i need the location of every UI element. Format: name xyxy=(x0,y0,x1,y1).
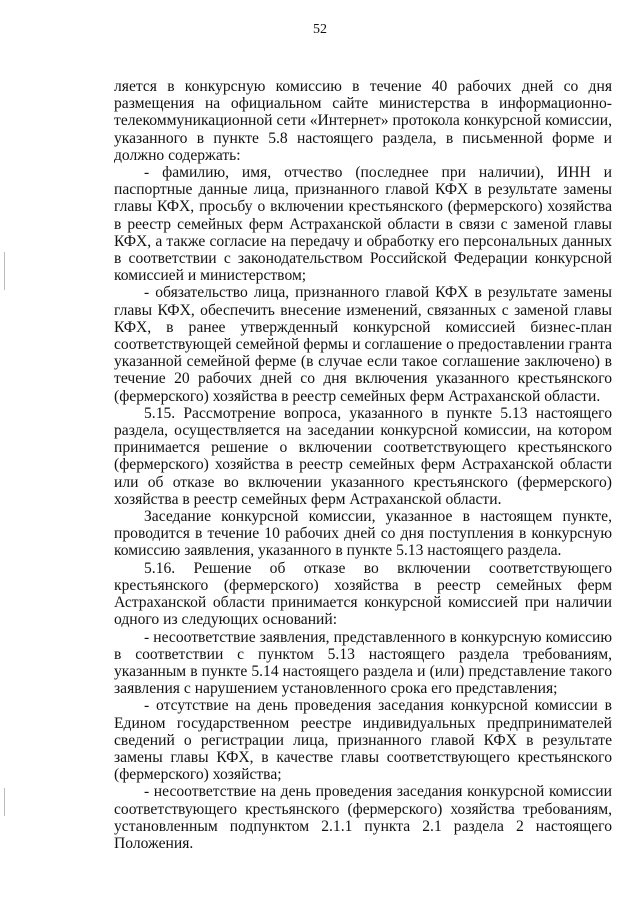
list-item-registry-absence: - отсутствие на день проведения заседания конкурсной комиссии в Едином государственном реестре индивидуальных предпринимателей сведений о регистрации лица, признанного главой КФХ в результате замены главы КФХ, в качестве главы соответствующего крестьянского (фермерского) хозяйства; xyxy=(114,697,612,784)
clause-5-15: 5.15. Рассмотрение вопроса, указанного в пункте 5.13 настоящего раздела, осуществляется на заседании конкурсной комиссии, на котором принимается решение о включении соответствующего крестьянского (фермерского) хозяйства в реестр семейных ферм Астраханской области или об отказе во включении указанного крестьянского (фермерского) хозяйства в реестр семейных ферм Астраханской области. xyxy=(114,404,612,508)
scan-margin-mark xyxy=(4,788,5,816)
paragraph-continuation: ляется в конкурсную комиссию в течение 40 рабочих дней со дня размещения на официальном сайте министерства в информационно-телекоммуникационной сети «Интернет» протокола конкурсной комиссии, указанного в пункте 5.8 настоящего раздела, в письменной форме и должно содержать: xyxy=(114,78,612,164)
clause-5-16: 5.16. Решение об отказе во включении соответствующего крестьянского (фермерского) хозяйства в реестр семейных ферм Астраханской области принимается конкурсной комиссией при наличии одного из следующих оснований: xyxy=(114,559,612,629)
list-item-requirements-mismatch: - несоответствие на день проведения заседания конкурсной комиссии соответствующего крестьянского (фермерского) хозяйства требованиям, установленным подпунктом 2.1.1 пункта 2.1 раздела 2 настоящего Положения. xyxy=(114,783,612,852)
list-item-full-name-inn: - фамилию, имя, отчество (последнее при наличии), ИНН и паспортные данные лица, признанного главой КФХ в результате замены главы КФХ, просьбу о включении крестьянского (фермерского) хозяйства в реестр семейных ферм Астраханской области в связи с заменой главы КФХ, а также согласие на передачу и обработку его персональных данных в соответствии с законодательством Российской Федерации конкурсной комиссией и министерством; xyxy=(114,164,612,285)
list-item-obligation: - обязательство лица, признанного главой КФХ в результате замены главы КФХ, обеспечить внесение изменений, связанных с заменой главы КФХ, в ранее утвержденный конкурсной комиссией бизнес-план соответствующей семейной фермы и соглашение о предоставлении гранта указанной семейной ферме (в случае если такое соглашение заключено) в течение 20 рабочих дней со дня включения указанного крестьянского (фермерского) хозяйства в реестр семейных ферм Астраханской области. xyxy=(114,284,612,405)
document-body xyxy=(114,78,612,852)
scan-margin-mark xyxy=(4,252,5,290)
list-item-application-mismatch: - несоответствие заявления, представленного в конкурсную комиссию в соответствии с пунктом 5.13 настоящего раздела требованиям, указанным в пункте 5.14 настоящего раздела и (или) представление такого заявления с нарушением установленного срока его представления; xyxy=(114,628,612,698)
paragraph-meeting-deadline: Заседание конкурсной комиссии, указанное в настоящем пункте, проводится в течение 10 рабочих дней со дня поступления в конкурсную комиссию заявления, указанного в пункте 5.13 настоящего раздела. xyxy=(114,508,612,560)
page-number: 52 xyxy=(313,22,327,37)
